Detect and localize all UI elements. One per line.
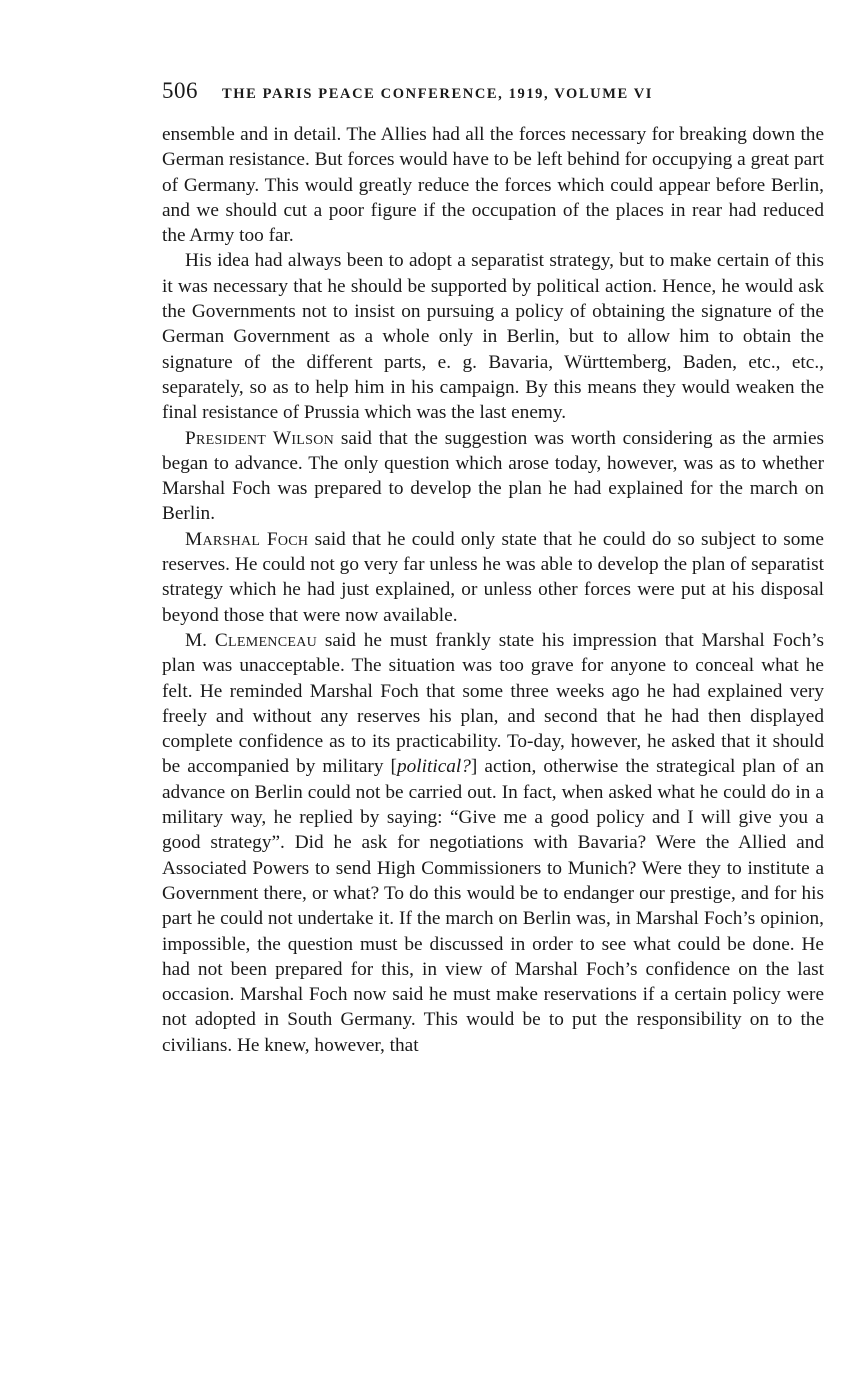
paragraph-4 bbox=[162, 527, 824, 628]
page-number: 506 bbox=[162, 78, 198, 103]
paragraph-2-text: His idea had always been to adopt a separatist strategy, but to make certain of this it was necessary that he should be supported by political action. Hence, he would ask the Governments not to insist on pursuing a policy of obtaining the signature of the German Government as a whole only in Berlin, but to allow him to obtain the signature of the different parts, e. g. Bavaria, Württemberg, Baden, etc., etc., separately, so as to help him in his campaign. By this means they would weaken the final resistance of Prussia which was the last enemy. bbox=[162, 250, 824, 424]
speaker-prefix: M. bbox=[185, 629, 215, 651]
speaker-name: President Wilson bbox=[185, 427, 335, 449]
paragraph-4-text: said that he could only state that he could do so subject to some reserves. He could not go very far unless he was able to develop the plan of separatist strategy which he had just explained, or unless other forces were put at his disposal beyond those that were now available. bbox=[162, 528, 824, 626]
speaker-name: Clemenceau bbox=[214, 629, 318, 651]
paragraph-5-text-part-2: ] action, otherwise the strategical plan of an advance on Berlin could not be carried out. In fact, when asked what he could do in a military way, he replied by saying: “Give me a good policy and I will give you a good strategy”. Did he ask for negotiations with Bavaria? Were the Allied and Associated Powers to send High Commissioners to Munich? Were they to institute a Government there, or what? To do this would be to endanger our prestige, and for his part he could not undertake it. If the march on Berlin was, in Marshal Foch’s opinion, impossible, the question must be discussed in order to see what could be done. He had not been prepared for this, in view of Marshal Foch’s confidence on the last occasion. Marshal Foch now said he must make reservations if a certain policy were not adopted in South Germany. This would be to put the responsibility on to the civilians. He knew, however, that bbox=[162, 756, 825, 1056]
page-header bbox=[162, 78, 824, 108]
running-head: THE PARIS PEACE CONFERENCE, 1919, VOLUME VI bbox=[222, 86, 654, 102]
speaker-name: Marshal Foch bbox=[185, 528, 309, 550]
paragraph-3-text: said that the suggestion was worth considering as the armies began to advance. The only question which arose today, however, was as to whether Marshal Foch was prepared to develop the plan he had explained for the march on Berlin. bbox=[162, 427, 824, 525]
paragraph-5-text-part-1: said he must frankly state his impression that Marshal Foch’s plan was unacceptable. The situation was too grave for anyone to conceal what he felt. He reminded Marshal Foch that some three weeks ago he had explained very freely and without any reserves his plan, and second that he had then displayed complete confidence as to its practicability. To-day, however, he asked that it should be accompanied by military [ bbox=[162, 629, 824, 778]
paragraph-1-text: ensemble and in detail. The Allies had all the forces necessary for breaking down the German resistance. But forces would have to be left behind for occupying a great part of Germany. This would greatly reduce the forces which could appear before Berlin, and we should cut a poor figure if the occupation of the places in rear had reduced the Army too far. bbox=[162, 124, 824, 247]
paragraph-5 bbox=[162, 628, 824, 1058]
document-page bbox=[162, 78, 824, 1058]
paragraph-1 bbox=[162, 122, 824, 248]
editorial-insertion: political? bbox=[396, 756, 471, 778]
paragraph-2 bbox=[162, 248, 824, 425]
paragraph-3 bbox=[162, 426, 824, 527]
body-text bbox=[162, 122, 824, 1058]
